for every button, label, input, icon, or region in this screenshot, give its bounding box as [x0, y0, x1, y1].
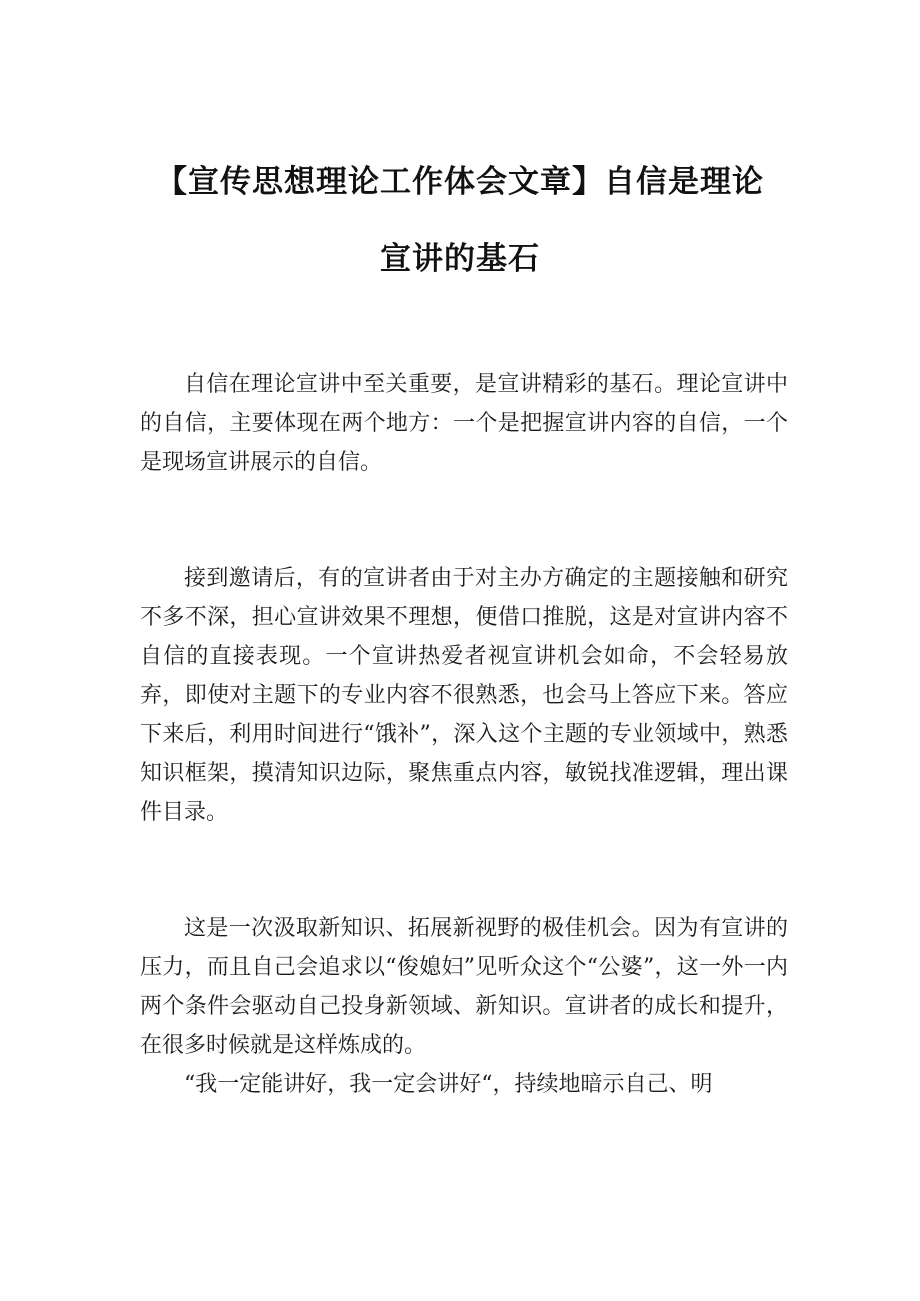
paragraph-4: “我一定能讲好，我一定会讲好“，持续地暗示自己、明	[184, 1072, 713, 1097]
document-body	[140, 365, 788, 1104]
paragraph-2: 接到邀请后，有的宣讲者由于对主办方确定的主题接触和研究不多不深，担心宣讲效果不理想，便借口推脱，这是对宣讲内容不自信的直接表现。一个宣讲热爱者视宣讲机会如命，不会轻易放弃，即使对主题下的专业内容不很熟悉，也会马上答应下来。答应下来后，利用时间进行“饿补”，深入这个主题的专业领域中，熟悉知识框架，摸清知识边际，聚焦重点内容，敏锐找准逻辑，理出课件目录。	[140, 566, 788, 825]
document-title-line-2: 宣讲的基石	[380, 241, 540, 277]
paragraph-3: 这是一次汲取新知识、拓展新视野的极佳机会。因为有宣讲的压力，而且自己会追求以“俊媳妇”见听众这个“公婆”，这一外一内两个条件会驱动自己投身新领域、新知识。宣讲者的成长和提升，在很多时候就是这样炼成的。	[140, 916, 788, 1058]
paragraph-1: 自信在理论宣讲中至关重要，是宣讲精彩的基石。理论宣讲中的自信，主要体现在两个地方：一个是把握宣讲内容的自信，一个是现场宣讲展示的自信。	[140, 372, 788, 475]
document-title-line-1: 【宣传思想理论工作体会文章】自信是理论	[156, 164, 764, 200]
